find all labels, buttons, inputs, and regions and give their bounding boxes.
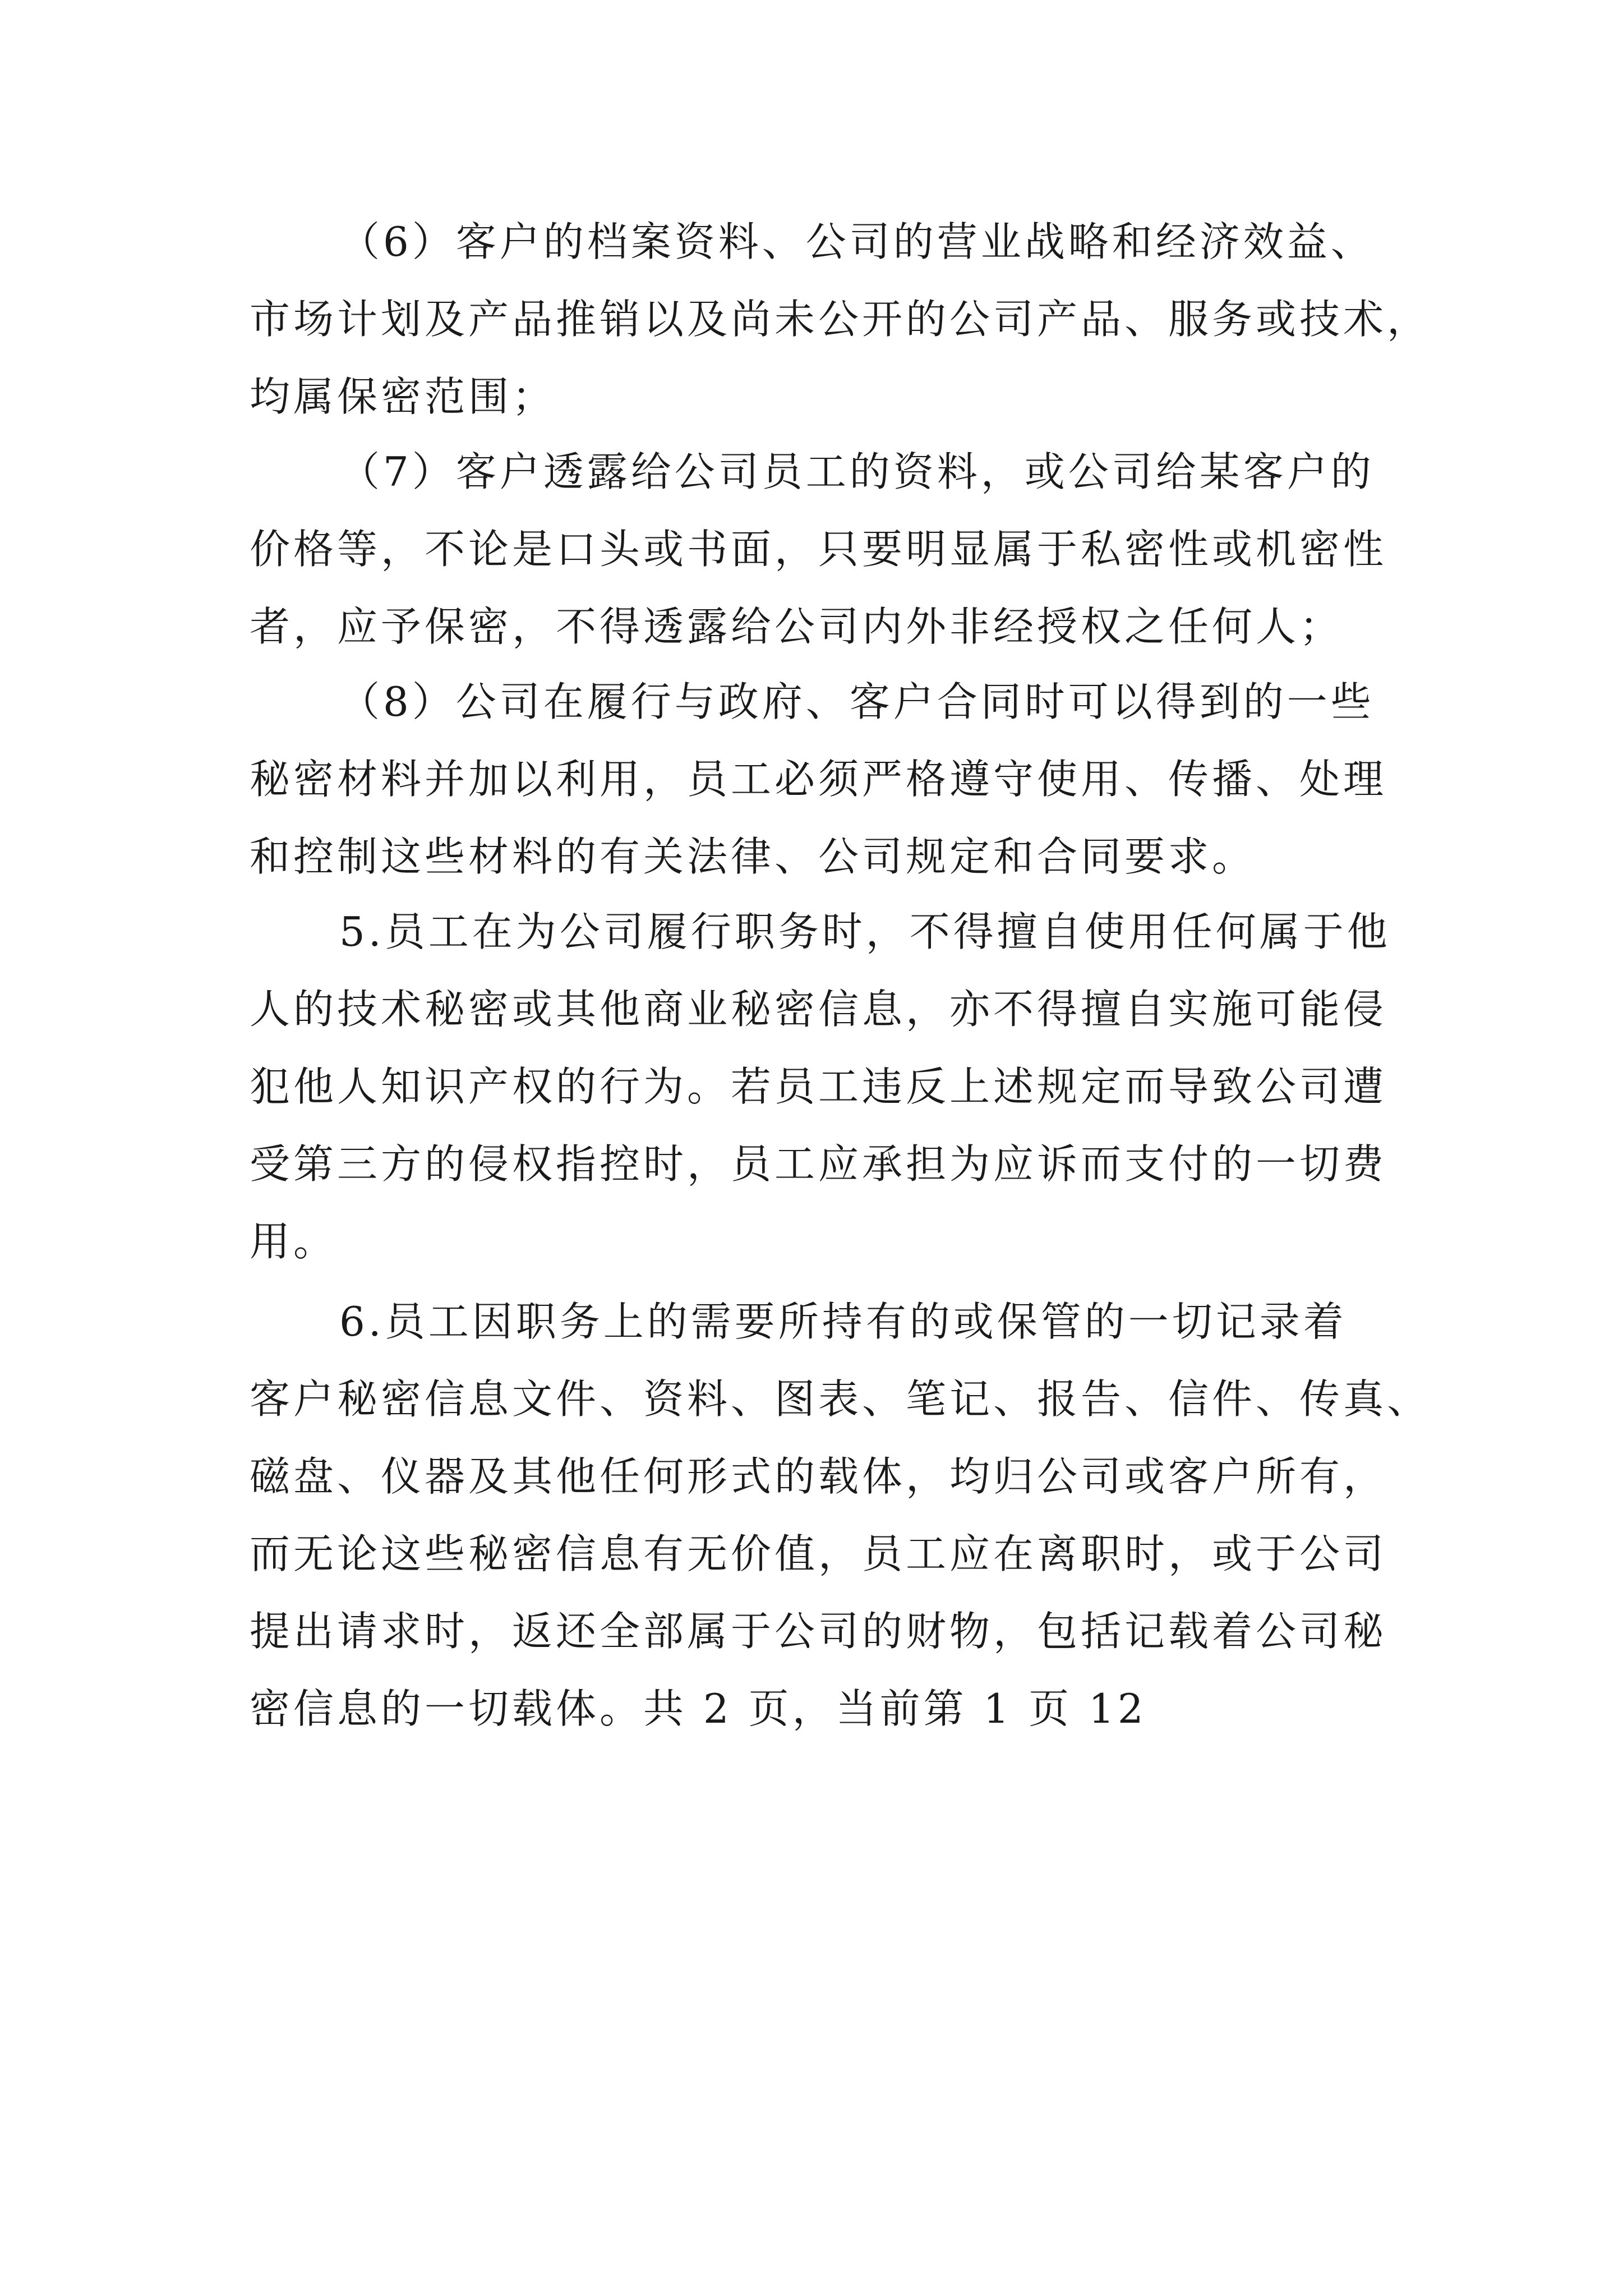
text-line: 和控制这些材料的有关法律、公司规定和合同要求。	[250, 833, 1256, 880]
text-line: 提出请求时，返还全部属于公司的财物，包括记载着公司秘	[250, 1608, 1387, 1655]
text-line: 用。	[250, 1218, 338, 1265]
text-line: （6）客户的档案资料、公司的营业战略和经济效益、	[339, 218, 1375, 265]
text-line: （8）公司在履行与政府、客户合同时可以得到的一些	[339, 678, 1375, 725]
text-line: 者，应予保密，不得透露给公司内外非经授权之任何人；	[250, 603, 1344, 650]
text-line: （7）客户透露给公司员工的资料，或公司给某客户的	[339, 448, 1375, 495]
text-line: 6.员工因职务上的需要所持有的或保管的一切记录着	[339, 1298, 1347, 1345]
text-line: 而无论这些秘密信息有无价值，员工应在离职时，或于公司	[250, 1530, 1387, 1577]
text-line: 价格等，不论是口头或书面，只要明显属于私密性或机密性	[250, 526, 1387, 573]
text-line: 客户秘密信息文件、资料、图表、笔记、报告、信件、传真、	[250, 1375, 1431, 1423]
text-line: 秘密材料并加以利用，员工必须严格遵守使用、传播、处理	[250, 756, 1387, 803]
text-line: 市场计划及产品推销以及尚未公开的公司产品、服务或技术，	[250, 296, 1431, 343]
text-line: 磁盘、仪器及其他任何形式的载体，均归公司或客户所有，	[250, 1453, 1387, 1500]
text-line: 密信息的一切载体。共 2 页，当前第 1 页 12	[250, 1685, 1147, 1732]
text-line: 5.员工在为公司履行职务时，不得擅自使用任何属于他	[339, 908, 1391, 955]
text-line: 人的技术秘密或其他商业秘密信息，亦不得擅自实施可能侵	[250, 986, 1387, 1033]
text-line: 受第三方的侵权指控时，员工应承担为应诉而支付的一切费	[250, 1140, 1387, 1188]
text-line: 均属保密范围；	[250, 373, 556, 420]
text-line: 犯他人知识产权的行为。若员工违反上述规定而导致公司遭	[250, 1063, 1387, 1110]
